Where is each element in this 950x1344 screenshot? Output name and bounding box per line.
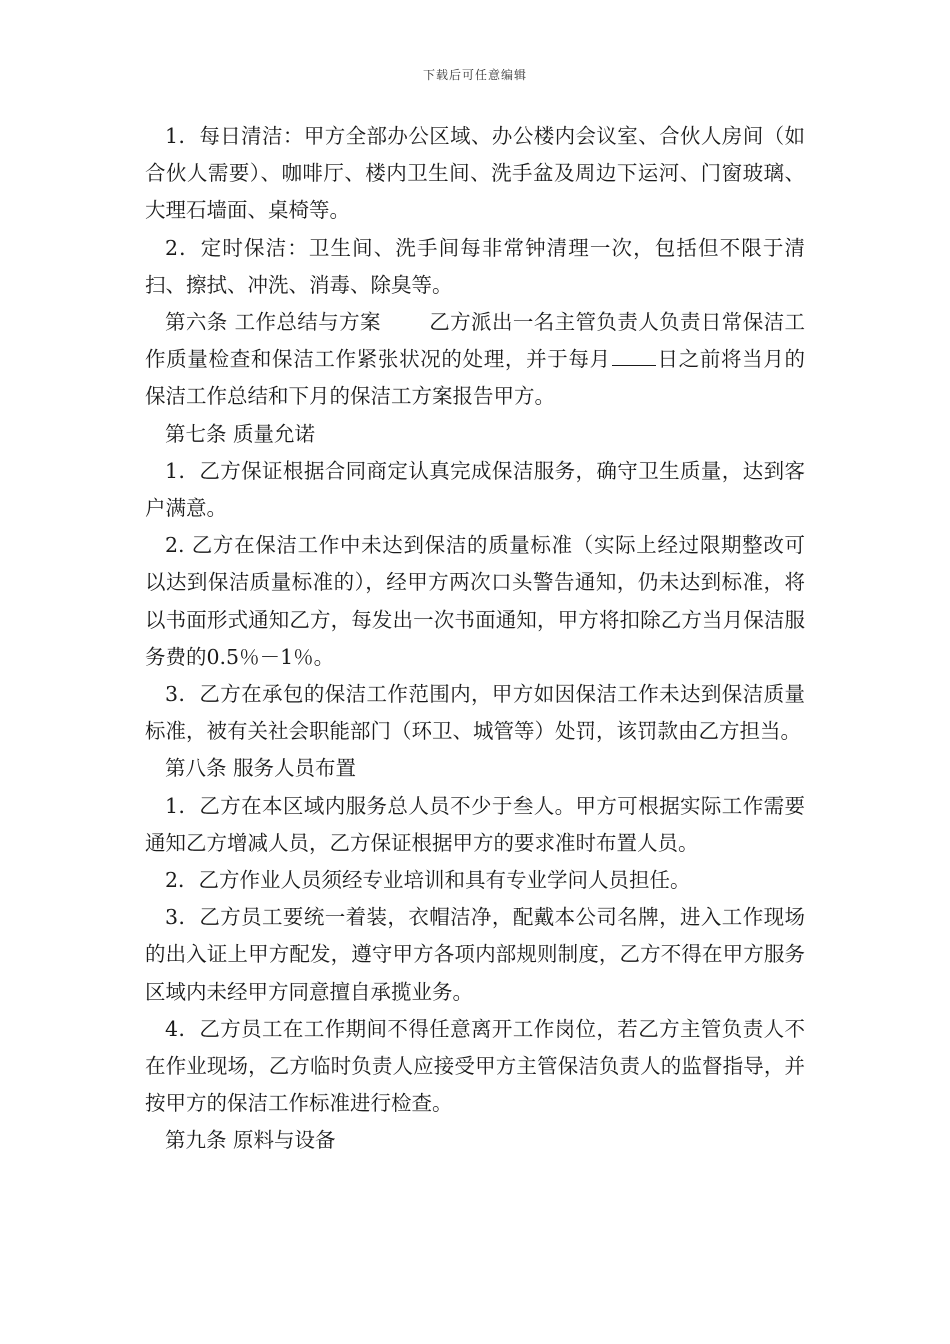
heading-article-8: 第八条 服务人员布置 [165, 756, 357, 781]
article-6-title: 第六条 工作总结与方案 [165, 310, 381, 335]
article-6-text-after: 日之前将当月的保洁工作总结和下月的保洁工方案报告甲方。 [145, 347, 806, 409]
paragraph-quality-3: 3．乙方在承包的保洁工作范围内，甲方如因保洁工作未达到保洁质量标准，被有关社会职能部门（环卫、城管等）处罚，该罚款由乙方担当。 [145, 682, 805, 744]
page-header: 下载后可任意编辑 [422, 68, 527, 82]
paragraph-quality-1: 1．乙方保证根据合同商定认真完成保洁服务，确守卫生质量，达到客户满意。 [145, 458, 805, 521]
heading-article-7: 第七条 质量允诺 [165, 421, 316, 446]
paragraph-staff-4: 4．乙方员工在工作期间不得任意离开工作岗位，若乙方主管负责人不在作业现场，乙方临时负责人应接受甲方主管保洁负责人的监督指导，并按甲方的保洁工作标准进行检查。 [145, 1016, 805, 1116]
paragraph-quality-2: 2. 乙方在保洁工作中未达到保洁的质量标准（实际上经过限期整改可以达到保洁质量标准的），经甲方两次口头警告通知，仍未达到标准，将以书面形式通知乙方，每发出一次书面通知，甲方将扣除乙方当月保洁服务费的0.5％－1％。 [145, 533, 805, 669]
paragraph-scheduled-cleaning: 2．定时保洁：卫生间、洗手间每非常钟清理一次，包括但不限于清扫、擦拭、冲洗、消毒、除臭等。 [145, 235, 805, 297]
heading-article-9: 第九条 原料与设备 [165, 1128, 336, 1153]
fill-in-blank [612, 345, 656, 366]
article-6-text-before: 乙方派出一名主管负责人负责日常保洁工作质量检查和保洁工作紧张状况的处理，并于每月 [145, 310, 805, 372]
paragraph-staff-1: 1．乙方在本区域内服务总人员不少于叁人。甲方可根据实际工作需要通知乙方增减人员，乙方保证根据甲方的要求准时布置人员。 [145, 793, 805, 855]
paragraph-staff-2: 2．乙方作业人员须经专业培训和具有专业学问人员担任。 [165, 868, 691, 893]
paragraph-article-6 [145, 304, 805, 416]
paragraph-staff-3: 3．乙方员工要统一着装，衣帽洁净，配戴本公司名牌，进入工作现场的出入证上甲方配发，遵守甲方各项内部规则制度，乙方不得在甲方服务区域内未经甲方同意擅自承揽业务。 [145, 905, 805, 1004]
document-body [145, 118, 805, 1160]
paragraph-daily-cleaning: 1．每日清洁：甲方全部办公区域、办公楼内会议室、合伙人房间（如合伙人需要）、咖啡厅、楼内卫生间、洗手盆及周边下运河、门窗玻璃、大理石墙面、桌椅等。 [145, 124, 805, 223]
